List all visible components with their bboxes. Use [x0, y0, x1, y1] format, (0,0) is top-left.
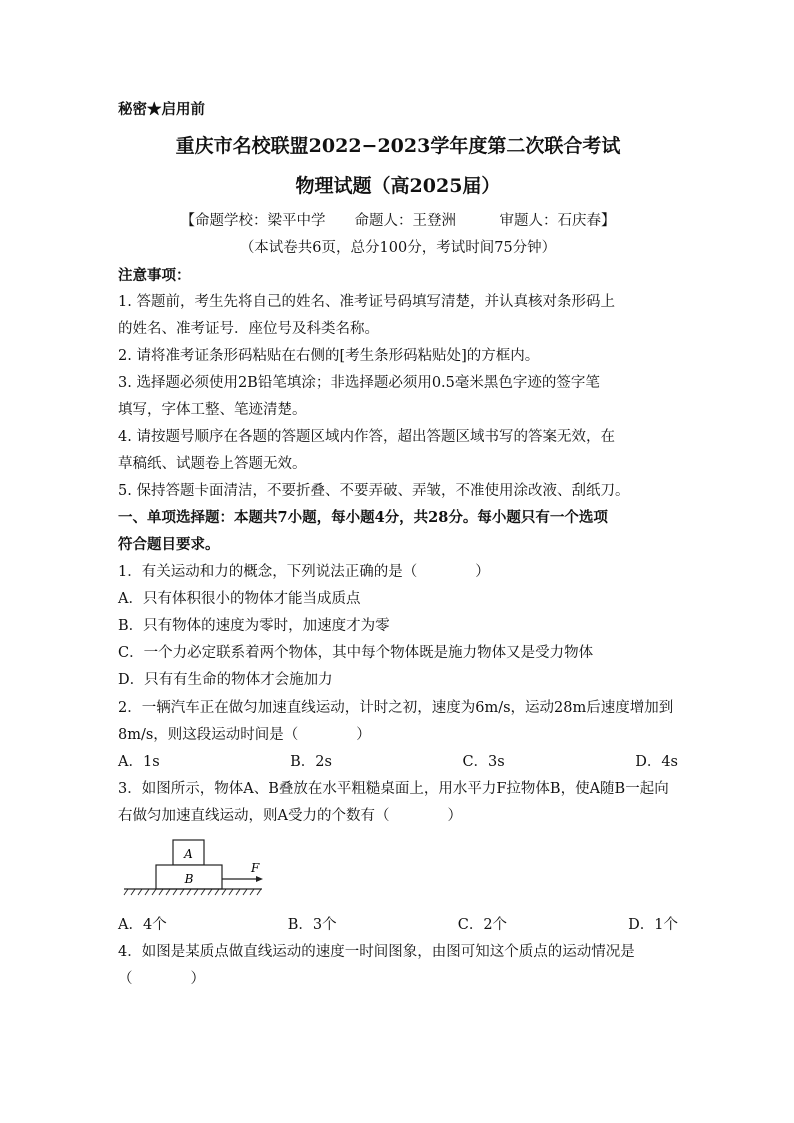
note-line: 1. 答题前，考生先将自己的姓名、准考证号码填写清楚，并认真核对条形码上	[118, 294, 615, 310]
section-heading: 一、单项选择题：本题共7小题，每小题4分，共28分。每小题只有一个选项	[118, 509, 608, 526]
question-2-option-d[interactable]: D．4s	[635, 754, 678, 770]
note-line: 填写，字体工整、笔迹清楚。	[118, 402, 307, 418]
exam-subtitle: 物理试题（高2025届）	[295, 175, 501, 197]
notes-heading: 注意事项：	[118, 267, 191, 284]
question-3-stem-cont: 右做匀加速直线运动，则A受力的个数有（ ）	[118, 808, 462, 824]
block-b-label: B	[184, 872, 194, 886]
note-line: 的姓名、准考证号．座位号及科类名称。	[118, 321, 379, 337]
block-a-label: A	[184, 847, 193, 861]
note-line: 2. 请将准考证条形码粘贴在右侧的[考生条形码粘贴处]的方框内。	[118, 348, 540, 364]
question-4-stem: 4．如图是某质点做直线运动的速度一时间图象，由图可知这个质点的运动情况是	[118, 944, 635, 960]
question-1-stem: 1．有关运动和力的概念，下列说法正确的是（ ）	[118, 564, 490, 580]
note-line: 5. 保持答题卡面清洁，不要折叠、不要弄破、弄皱，不准使用涂改液、刮纸刀。	[118, 483, 630, 499]
question-3-stem: 3．如图所示，物体A、B叠放在水平粗糙桌面上，用水平力F拉物体B，使A随B一起向	[118, 781, 669, 797]
ground-hatching	[124, 889, 261, 895]
question-2-option-b[interactable]: B．2s	[290, 754, 332, 770]
question-1-option-b[interactable]: B．只有物体的速度为零时，加速度才为零	[118, 618, 390, 634]
question-1-option-a[interactable]: A．只有体积很小的物体才能当成质点	[118, 591, 361, 607]
question-4-stem-cont: （ ）	[118, 971, 205, 987]
question-2-option-a[interactable]: A．1s	[118, 754, 160, 770]
force-arrowhead	[256, 876, 263, 882]
section-heading-cont: 符合题目要求。	[118, 536, 220, 553]
question-1-option-c[interactable]: C．一个力必定联系着两个物体，其中每个物体既是施力物体又是受力物体	[118, 645, 594, 661]
exam-info: （本试卷共6页，总分100分，考试时间75分钟）	[239, 240, 557, 256]
question-3-option-b[interactable]: B．3个	[287, 917, 337, 933]
blocks-figure	[118, 838, 268, 900]
question-1-option-d[interactable]: D．只有有生命的物体才会施加力	[118, 672, 333, 688]
force-label: F	[251, 861, 260, 875]
question-3-options	[118, 915, 678, 935]
exam-authors: 【命题学校：梁平中学 命题人：王登洲 审题人：石庆春】	[180, 213, 616, 229]
question-3-option-d[interactable]: D．1个	[628, 917, 678, 933]
confidential-mark: 秘密★启用前	[118, 101, 205, 118]
note-line: 草稿纸、试题卷上答题无效。	[118, 456, 307, 472]
note-line: 4. 请按题号顺序在各题的答题区域内作答，超出答题区域书写的答案无效，在	[118, 429, 615, 445]
question-3-option-c[interactable]: C．2个	[457, 917, 508, 933]
question-2-stem-cont: 8m/s，则这段运动时间是（ ）	[118, 727, 371, 743]
note-line: 3. 选择题必须使用2B铅笔填涂；非选择题必须用0.5毫米黑色字迹的签字笔	[118, 375, 600, 391]
exam-title: 重庆市名校联盟2022−2023学年度第二次联合考试	[175, 135, 621, 157]
question-2-option-c[interactable]: C．3s	[462, 754, 505, 770]
question-2-stem: 2．一辆汽车正在做匀加速直线运动，计时之初，速度为6m/s，运动28m后速度增加到	[118, 700, 674, 716]
question-3-option-a[interactable]: A．4个	[118, 917, 167, 933]
question-2-options	[118, 752, 678, 772]
